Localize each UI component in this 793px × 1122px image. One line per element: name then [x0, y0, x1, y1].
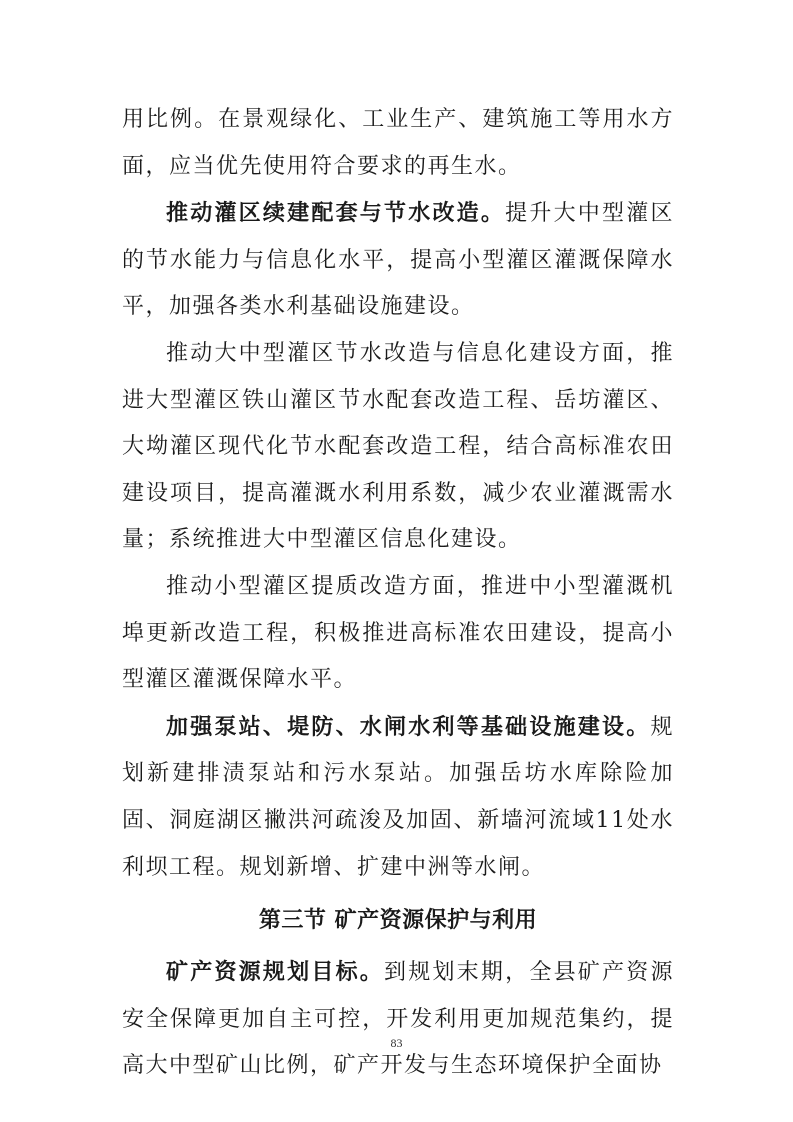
document-body [122, 97, 674, 1090]
paragraph-mineral-goals [122, 949, 674, 1090]
paragraph-text: 推动大中型灌区节水改造与信息化建设方面，推进大型灌区铁山灌区节水配套改造工程、岳坊灌区、大坳灌区现代化节水配套改造工程，结合高标准农田建设项目，提高灌溉水利用系数，减少农业灌溉需水量；系统推进大中型灌区信息化建设。 [122, 340, 674, 553]
paragraph-irrigation-upgrade [122, 190, 674, 331]
paragraph-text: 到规划末期，全县矿产资源安全保障更加自主可控，开发利用更加规范集约，提高大中型矿山比例，矿产开发与生态环境保护全面协 [122, 960, 674, 1079]
paragraph-text: 规划新建排渍泵站和污水泵站。加强岳坊水库除险加固、洞庭湖区撇洪河疏浚及加固、新墙河流域11处水利坝工程。规划新增、扩建中洲等水闸。 [122, 714, 674, 880]
page-number: 83 [390, 1036, 403, 1050]
paragraph-lead-heading: 矿产资源规划目标。 [166, 959, 385, 986]
section-heading: 第三节 矿产资源保护与利用 [258, 908, 538, 934]
paragraph-small-irrigation [122, 564, 674, 704]
paragraph-text: 推动小型灌区提质改造方面，推进中小型灌溉机埠更新改造工程，积极推进高标准农田建设，提高小型灌区灌溉保障水平。 [122, 573, 674, 693]
paragraph-text: 提升大中型灌区的节水能力与信息化水平，提高小型灌区灌溉保障水平，加强各类水利基础设施建设。 [122, 201, 674, 320]
paragraph-lead-heading: 推动灌区续建配套与节水改造。 [166, 200, 506, 227]
paragraph-continuation [122, 97, 674, 190]
paragraph-lead-heading: 加强泵站、堤防、水闸水利等基础设施建设。 [166, 713, 651, 740]
paragraph-pump-stations [122, 704, 674, 891]
paragraph-text: 用比例。在景观绿化、工业生产、建筑施工等用水方面，应当优先使用符合要求的再生水。 [122, 107, 674, 179]
paragraph-large-irrigation [122, 331, 674, 564]
